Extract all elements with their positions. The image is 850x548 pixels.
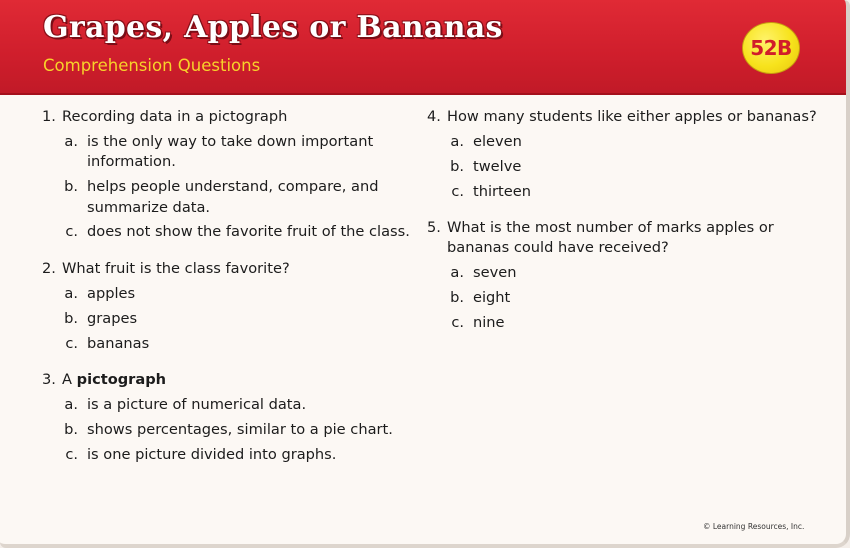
card-subtitle: Comprehension Questions bbox=[43, 56, 261, 75]
option-letter: b. bbox=[64, 421, 78, 438]
option-letter: c. bbox=[65, 223, 78, 240]
option-text: helps people understand, compare, and bbox=[87, 178, 379, 195]
option-text: grapes bbox=[87, 310, 138, 327]
option-text: apples bbox=[87, 285, 136, 302]
option-letter: b. bbox=[64, 178, 78, 195]
option-text: is the only way to take down important bbox=[87, 133, 374, 150]
option-letter: c. bbox=[65, 335, 78, 352]
option-letter: a. bbox=[64, 396, 78, 413]
option-letter: b. bbox=[450, 158, 464, 175]
option-letter: a. bbox=[450, 133, 464, 150]
question-text: What fruit is the class favorite? bbox=[62, 260, 290, 277]
option-text: twelve bbox=[473, 158, 522, 175]
copyright-notice: © Learning Resources, Inc. bbox=[703, 522, 805, 531]
option-letter: c. bbox=[65, 446, 78, 463]
question-number: 5. bbox=[427, 219, 441, 236]
option-text: is one picture divided into graphs. bbox=[87, 446, 337, 463]
question-text: Recording data in a pictograph bbox=[62, 108, 288, 125]
option-text: summarize data. bbox=[87, 199, 211, 216]
option-letter: a. bbox=[64, 285, 78, 302]
option-letter: c. bbox=[451, 183, 464, 200]
question-text bbox=[62, 370, 166, 390]
question-text: bananas could have received? bbox=[447, 239, 669, 256]
option-letter: a. bbox=[64, 133, 78, 150]
option-letter: c. bbox=[451, 314, 464, 331]
option-text: is a picture of numerical data. bbox=[87, 396, 307, 413]
option-text: thirteen bbox=[473, 183, 531, 200]
option-text: does not show the favorite fruit of the class. bbox=[87, 223, 410, 240]
question-number: 1. bbox=[42, 108, 56, 125]
question-number: 4. bbox=[427, 108, 441, 125]
option-letter: b. bbox=[450, 289, 464, 306]
option-letter: a. bbox=[450, 264, 464, 281]
option-letter: b. bbox=[64, 310, 78, 327]
question-text: How many students like either apples or bananas? bbox=[447, 108, 817, 125]
question-text-bold: pictograph bbox=[76, 371, 167, 388]
option-text: bananas bbox=[87, 335, 150, 352]
question-text: What is the most number of marks apples or bbox=[447, 219, 774, 236]
option-text: seven bbox=[473, 264, 517, 281]
option-text: shows percentages, similar to a pie chart. bbox=[87, 421, 393, 438]
option-text: eleven bbox=[473, 133, 522, 150]
card-title: Grapes, Apples or Bananas bbox=[43, 10, 503, 45]
badge-label: 52B bbox=[750, 36, 792, 60]
question-number: 3. bbox=[42, 371, 56, 388]
question-number: 2. bbox=[42, 260, 56, 277]
option-text: information. bbox=[87, 153, 176, 170]
question-text-prefix: A bbox=[62, 371, 77, 388]
option-text: eight bbox=[473, 289, 511, 306]
option-text: nine bbox=[473, 314, 505, 331]
